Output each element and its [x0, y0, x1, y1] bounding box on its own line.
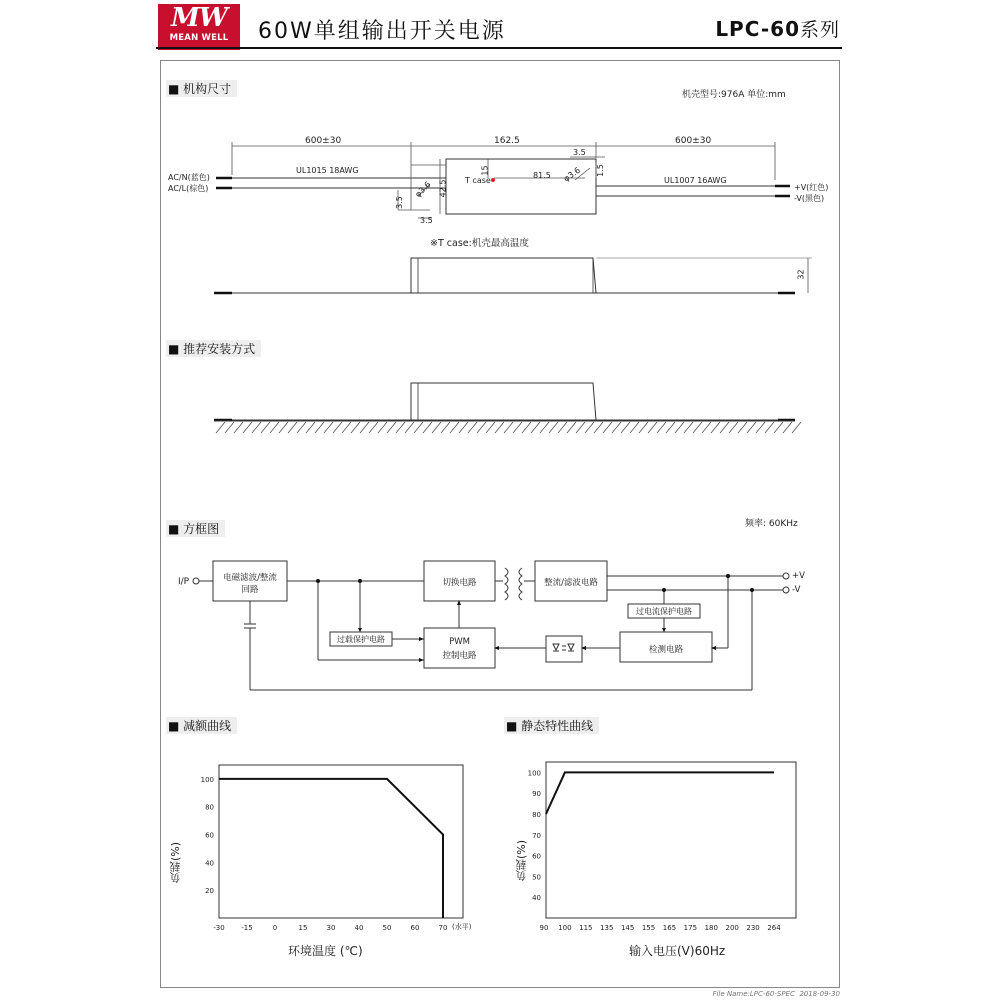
wire-vneg-label: -V(黑色): [794, 194, 825, 203]
dim-left-cable: 600±30: [305, 136, 342, 146]
series-model: LPC-60: [715, 17, 800, 41]
dim-1-5: 1.5: [595, 164, 605, 177]
section-derating-title: ■ 减额曲线: [166, 717, 237, 734]
x-tick-label: 230: [746, 924, 760, 932]
output-pos-label: +V: [792, 571, 805, 581]
dim-15: 15: [480, 165, 490, 176]
x-tick-label: 90: [539, 924, 549, 932]
y-tick-label: 90: [532, 790, 541, 799]
x-tick-label: 15: [298, 924, 308, 932]
x-tick-label: -30: [213, 924, 225, 932]
y-tick-label: 80: [205, 803, 214, 812]
x-tick-label: 50: [382, 924, 392, 932]
dim-3-6-right: φ3.6: [562, 165, 582, 184]
dim-42-5: 42.5: [438, 179, 448, 198]
left-cable-type: UL1015 18AWG: [296, 166, 359, 175]
static-ylabel: 负载(%): [515, 840, 528, 882]
wire-acn-label: AC/N(蓝色): [168, 173, 210, 182]
x-tick-label: 165: [662, 924, 677, 932]
dim-3-5-bottom: 3.5: [420, 216, 433, 225]
x-tick-label: 70: [438, 924, 448, 932]
derating-ylabel: 负载(%): [169, 842, 182, 884]
y-tick-label: 50: [532, 873, 541, 882]
x-tick-label: 60: [410, 924, 420, 932]
case-info: 机壳型号:976A 单位:mm: [682, 90, 786, 100]
tcase-note: ※T case:机壳最高温度: [430, 238, 529, 249]
y-tick-label: 100: [200, 775, 214, 784]
x-tick-label: -15: [241, 924, 253, 932]
x-tick-label: 175: [683, 924, 698, 932]
dim-81-5: 81.5: [533, 171, 551, 180]
x-tick-label: 264: [767, 924, 781, 932]
section-mounting-title: ■ 推荐安装方式: [166, 340, 261, 357]
output-neg-label: -V: [792, 585, 801, 595]
olp-label: 过载保护电路: [337, 635, 385, 644]
dim-3-5-left: 3.5: [394, 196, 404, 209]
x-tick-label: 115: [579, 924, 593, 932]
page-title: 60W单组输出开关电源: [258, 19, 506, 44]
series-suffix: 系列: [799, 19, 840, 41]
footer-file-name: File Name:LPC-60-SPEC: [712, 990, 795, 998]
x-tick-label: 145: [620, 924, 635, 932]
dim-3-6-left: φ3.6: [413, 179, 433, 200]
footer-date: 2018-09-30: [799, 990, 840, 998]
ocp-label: 过电流保护电路: [636, 607, 692, 616]
x-tick-label: 100: [558, 924, 572, 932]
pwm-label-2: 控制电路: [442, 651, 477, 661]
y-tick-label: 40: [205, 859, 214, 868]
x-tick-label: 0: [272, 924, 278, 932]
section-static-title: ■ 静态特性曲线: [504, 717, 599, 734]
plot-area: [219, 765, 463, 918]
static-xlabel: 输入电压(V)60Hz: [629, 944, 726, 958]
right-cable-type: UL1007 16AWG: [664, 176, 727, 185]
dim-3-5-top: 3.5: [573, 148, 586, 157]
x-tick-label: 180: [704, 924, 718, 932]
tcase-label: T case: [465, 176, 491, 185]
input-label: I/P: [178, 577, 190, 587]
frequency-label: 频率: 60KHz: [745, 519, 798, 529]
static-chart: [528, 762, 796, 932]
plot-area: [546, 762, 796, 918]
mw-logo-mark: MW: [171, 3, 227, 33]
y-tick-label: 100: [527, 769, 541, 778]
y-tick-label: 70: [532, 831, 541, 840]
x-tick-label: 30: [326, 924, 336, 932]
dim-right-cable: 600±30: [675, 136, 712, 146]
static-series-line: [546, 772, 774, 814]
emi-label-2: 回路: [241, 585, 259, 595]
derating-xunit: (水平): [452, 923, 472, 931]
detect-label: 检测电路: [648, 645, 683, 655]
logo-text: MEAN WELL: [169, 33, 229, 43]
y-tick-label: 20: [205, 887, 214, 896]
y-tick-label: 60: [532, 852, 541, 861]
footer-file: [712, 990, 840, 998]
x-tick-label: 40: [354, 924, 364, 932]
section-mechanical-title: ■ 机构尺寸: [166, 80, 237, 97]
derating-chart: [201, 765, 463, 932]
section-block-title: ■ 方框图: [166, 520, 225, 537]
x-tick-label: 155: [641, 924, 656, 932]
dim-height: 32: [796, 269, 806, 280]
y-tick-label: 60: [205, 831, 214, 840]
wire-vpos-label: +V(红色): [794, 183, 829, 192]
rectifier-label: 整流/滤波电路: [544, 578, 598, 588]
x-tick-label: 135: [600, 924, 614, 932]
y-tick-label: 40: [532, 894, 541, 903]
wire-acl-label: AC/L(棕色): [168, 184, 209, 193]
y-tick-label: 80: [532, 811, 541, 819]
dim-body-length: 162.5: [494, 136, 520, 146]
x-tick-label: 200: [725, 924, 739, 932]
pwm-label-1: PWM: [449, 637, 470, 647]
switch-label: 切换电路: [442, 578, 477, 588]
derating-xlabel: 环境温度 (℃): [288, 944, 363, 958]
emi-label-1: 电磁滤波/整流: [223, 573, 277, 583]
derating-series-line: [219, 779, 443, 918]
